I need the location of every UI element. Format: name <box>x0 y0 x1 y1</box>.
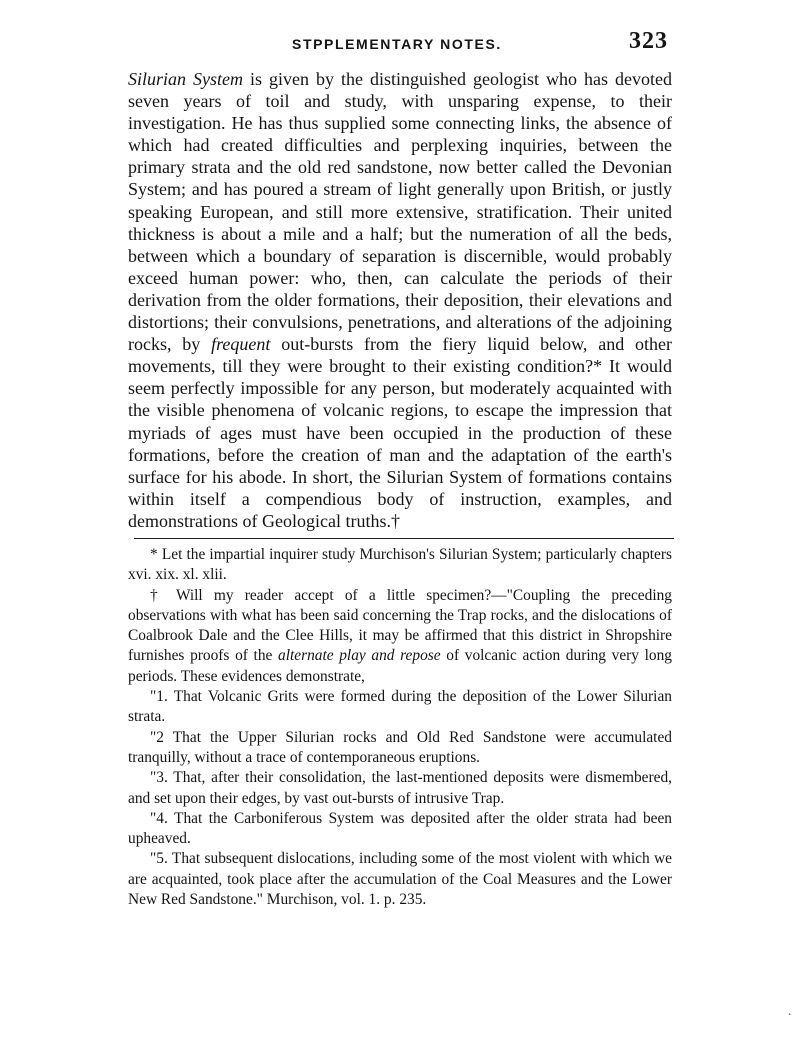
main-text-part1: is given by the distinguished geologist who has devoted seven years of toil and study, with unsparing expense, to their investigation. He has thus supplied some connecting links, the absence of which had created difficulties and perplexing inquiries, between the primary strata and the old red sandstone, now better called the Devonian System; and has poured a stream of light generally upon British, or justly speaking European, and still more extensive, stratification. Their united thickness is about a mile and a half; but the numeration of all the beds, between which a boundary of separation is discernible, would probably exceed human power: who, then, can calculate the periods of their derivation from the older formations, their deposition, their elevations and distortions; their convulsions, penetrations, and alterations of the adjoining rocks, by <box>128 69 672 355</box>
footnote-2 <box>128 586 672 687</box>
ink-speck: · <box>787 1008 792 1023</box>
main-paragraph <box>128 68 672 532</box>
footnote-item-1: "1. That Volcanic Grits were formed during the deposition of the Lower Silurian strata. <box>128 688 672 726</box>
running-head <box>128 28 672 62</box>
footnote-2-part1: † Will my reader accept of a little specimen?—"Coupling the preceding observations with what has been said concerning the Trap rocks, and the dislocations of Coalbrook Dale and the Clee Hills, it may be affirmed that this district in Shropshire furnishes proofs of the <box>128 586 672 665</box>
running-title: STPPLEMENTARY NOTES. <box>292 36 502 52</box>
footnotes <box>128 545 672 910</box>
footnote-2-part2: of volcanic action during very long periods. These evidences demonstrate, <box>128 647 673 685</box>
footnote-1: * Let the impartial inquirer study Murchison's Silurian System; particularly chapters xvi. xix. xl. xlii. <box>128 545 672 584</box>
footnote-item-3: "3. That, after their consolidation, the last-mentioned deposits were dismembered, and set upon their edges, by vast out-bursts of intrusive Trap. <box>128 769 672 807</box>
main-text-part2: out-bursts from the fiery liquid below, and other movements, till they were brought to their existing condition?* It would seem perfectly impossible for any person, but moderately acquainted with the visible phenomena of volcanic regions, to escape the impression that myriads of ages must have been occupied in the production of these formations, before the creation of man and the adaptation of the earth's surface for his abode. In short, the Silurian System of formations contains within itself a compendious body of instruction, examples, and demonstrations of Geological truths.† <box>128 334 672 531</box>
footnote-item-4: "4. That the Carboniferous System was deposited after the older strata had been upheaved. <box>128 809 672 848</box>
footnote-divider <box>134 538 674 539</box>
footnote-item-2: "2 That the Upper Silurian rocks and Old Red Sandstone were accumulated tranquilly, without a trace of contemporaneous eruptions. <box>128 728 672 766</box>
page-number: 323 <box>629 28 668 54</box>
footnote-item-5: "5. That subsequent dislocations, including some of the most violent with which we are acquainted, took place after the accumulation of the Coal Measures and the Lower New Red Sandstone." Murchison, vol. 1. p. 235. <box>128 850 672 909</box>
main-italic-frequent: frequent <box>211 334 271 355</box>
footnote-2-italic: alternate play and repose <box>278 647 441 665</box>
book-page <box>128 28 672 910</box>
main-lead-italic: Silurian System <box>128 69 243 89</box>
